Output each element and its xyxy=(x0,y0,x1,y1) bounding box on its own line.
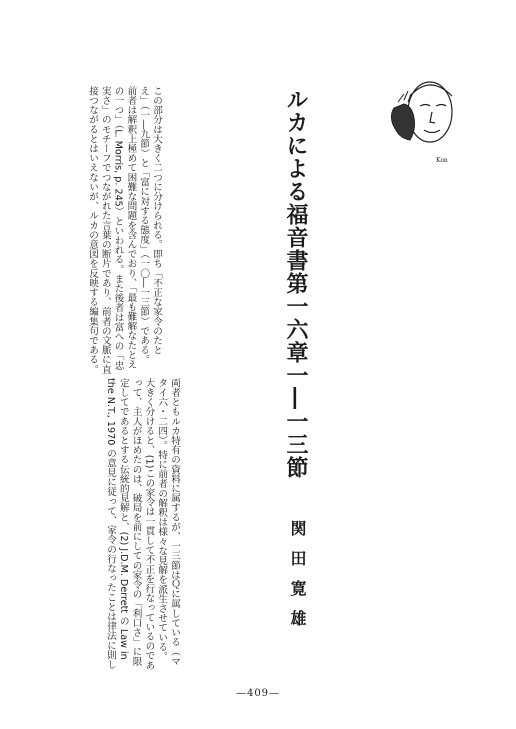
intro-line: 前者は解釈上極めて困難な問題を含んでおり、「最も難解なたとえ xyxy=(125,86,137,370)
logo-illustration xyxy=(380,68,464,168)
body-line: タイ六・二四）。特に前者の解釈は様々な見解を派生させている。 xyxy=(156,378,168,662)
page-number: —409— xyxy=(235,688,281,699)
face-sketch xyxy=(408,82,452,142)
body-paragraph xyxy=(76,378,180,690)
article-title: ルカによる福音書第一六章一―一三節 xyxy=(283,88,309,479)
body-line: 大きく分けると、(1)この家令は一貫して不正を行なっているのであ xyxy=(143,378,155,670)
article-author: 関田寛雄 xyxy=(288,520,307,640)
hand-sketch xyxy=(391,91,414,140)
intro-paragraph xyxy=(58,86,162,374)
body-line: 両者ともルカ特有の資料に属するが、一三節はＱに属している（マ xyxy=(169,378,180,666)
intro-line: 実さ」のモチーフでつながれた言葉の断片であり、前者の文脈に直 xyxy=(99,86,111,374)
intro-line: の一つ」（L. Morris, p. 245）といわれる。また後者は富への「忠 xyxy=(112,86,124,370)
body-line: 定してであるとする伝統的見解と、(2) J.D.M. Derrett の Law in xyxy=(117,378,129,660)
body-line: って、主人がほめたのは、破局を前にしての家令の「利口さ」に限 xyxy=(130,378,142,666)
intro-line: この部分は大きく二つに分けられる。即ち「不正な家令のたと xyxy=(151,86,162,355)
logo-signature: Kon xyxy=(436,157,448,164)
intro-line: え」（一―九節）と「富に対する態度」（一〇―一三節）である。 xyxy=(138,86,150,365)
body-line: the N.T., 1970 の意見に従って、家令の行なったことは律法に則し xyxy=(105,378,117,670)
intro-line: 接つながるとはいえないが、ルカの意図を反映する編集句である。 xyxy=(87,86,99,374)
